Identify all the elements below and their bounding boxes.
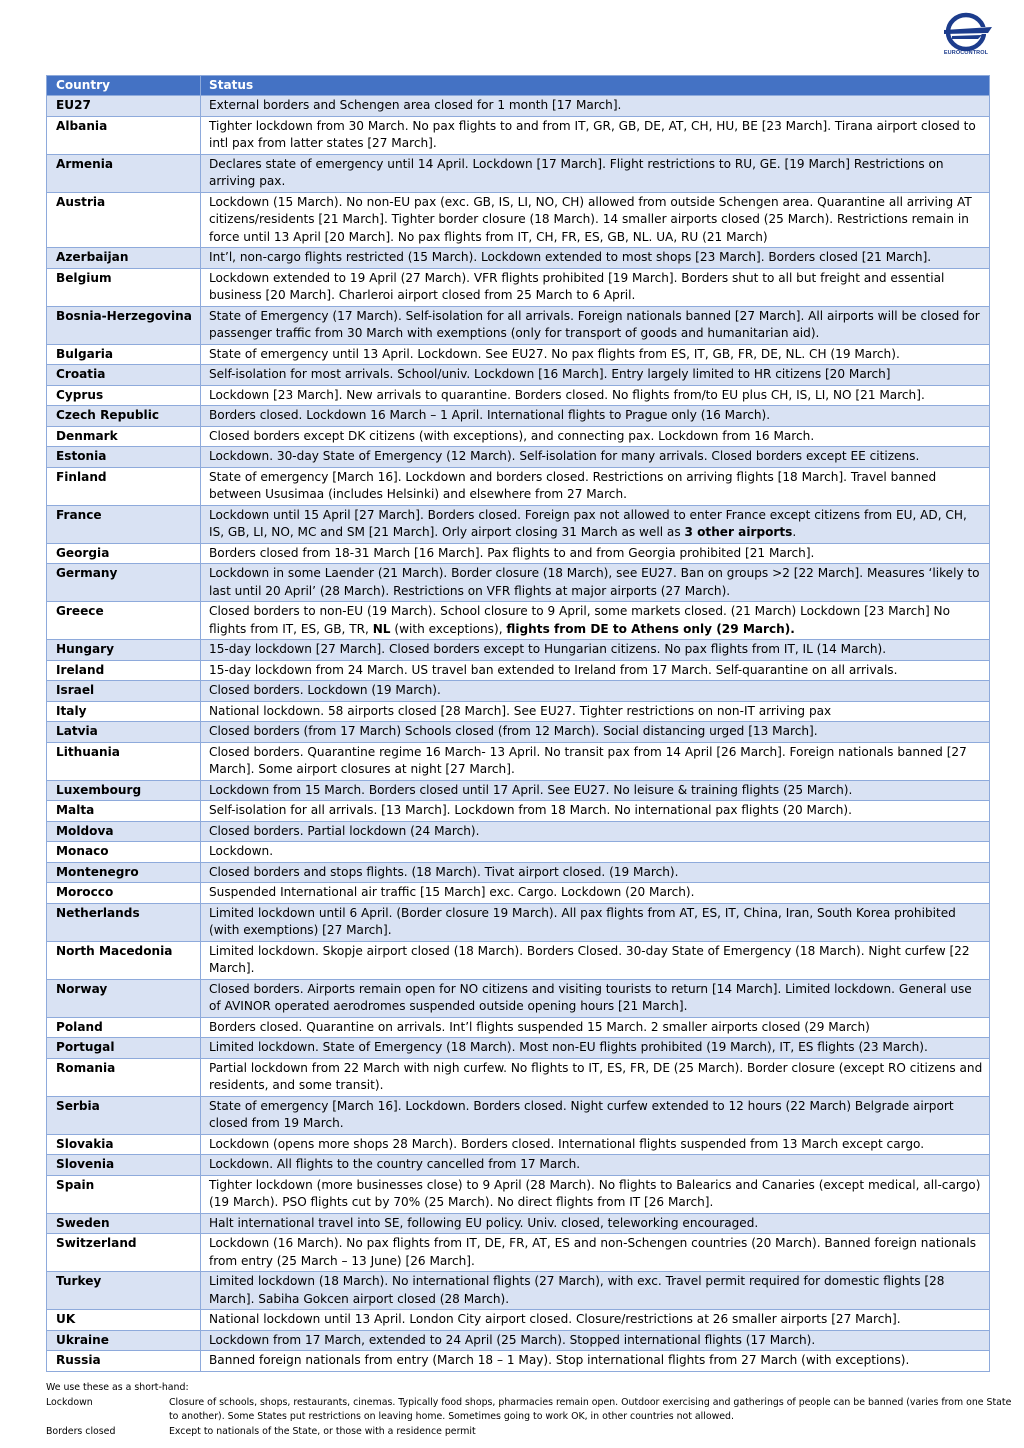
- status-cell: [201, 248, 990, 269]
- country-cell: Moldova: [47, 821, 201, 842]
- status-cell: [201, 365, 990, 386]
- country-cell: Switzerland: [47, 1234, 201, 1272]
- country-cell: Belgium: [47, 268, 201, 306]
- country-cell: Spain: [47, 1175, 201, 1213]
- table-row: [47, 116, 990, 154]
- table-row: [47, 248, 990, 269]
- country-cell: Sweden: [47, 1213, 201, 1234]
- status-cell: [201, 842, 990, 863]
- status-text: Limited lockdown. State of Emergency (18 March). Most non-EU flights prohibited (19 March), IT, ES flights (23 March).: [209, 1040, 928, 1054]
- country-cell: Luxembourg: [47, 780, 201, 801]
- status-cell: [201, 742, 990, 780]
- table-row: [47, 564, 990, 602]
- status-text: Suspended International air traffic [15 March] exc. Cargo. Lockdown (20 March).: [209, 885, 695, 899]
- footnote-row: [46, 1396, 1016, 1425]
- status-text: Partial lockdown from 22 March with nigh curfew. No flights to IT, ES, FR, DE (25 March). Border closure (except RO citizens and residents, and some transit).: [209, 1060, 983, 1092]
- status-cell: [201, 602, 990, 640]
- status-cell: [201, 1134, 990, 1155]
- country-cell: EU27: [47, 96, 201, 117]
- table-row: [47, 192, 990, 248]
- country-cell: Finland: [47, 467, 201, 505]
- status-cell: [201, 344, 990, 365]
- status-cell: [201, 660, 990, 681]
- country-cell: North Macedonia: [47, 941, 201, 979]
- country-cell: Austria: [47, 192, 201, 248]
- status-text: Lockdown.: [209, 844, 274, 858]
- status-cell: [201, 883, 990, 904]
- country-cell: Cyprus: [47, 385, 201, 406]
- table-row: [47, 1310, 990, 1331]
- status-text: Closed borders except DK citizens (with exceptions), and connecting pax. Lockdown from 16 March.: [209, 428, 815, 443]
- table-row: [47, 842, 990, 863]
- country-cell: Netherlands: [47, 903, 201, 941]
- status-cell: [201, 154, 990, 192]
- table-row: [47, 1351, 990, 1372]
- table-row: [47, 1272, 990, 1310]
- status-text: Lockdown. All flights to the country cancelled from 17 March.: [209, 1157, 581, 1171]
- table-row: [47, 505, 990, 543]
- country-cell: Ukraine: [47, 1330, 201, 1351]
- status-text: Lockdown (16 March). No pax flights from IT, DE, FR, AT, ES and non-Schengen countries (20 March). Banned foreign nationals from entry (25 March – 13 June) [26 March].: [209, 1236, 977, 1268]
- table-row: [47, 467, 990, 505]
- status-cell: [201, 1017, 990, 1038]
- status-text: Tighter lockdown (more businesses close) to 9 April (28 March). No flights to Balearics and Canaries (except medical, all-cargo) (19 March). PSO flights cut by 70% (25 March). No direct flights from IT [26 March].: [209, 1177, 981, 1209]
- country-cell: France: [47, 505, 201, 543]
- table-row: [47, 1234, 990, 1272]
- status-cell: [201, 1213, 990, 1234]
- status-cell: [201, 701, 990, 722]
- table-row: [47, 344, 990, 365]
- status-cell: [201, 903, 990, 941]
- country-cell: Slovakia: [47, 1134, 201, 1155]
- status-cell: [201, 385, 990, 406]
- status-cell: [201, 1351, 990, 1372]
- status-text: State of Emergency (17 March). Self-isolation for all arrivals. Foreign nationals banned [27 March]. All airports will be closed for passenger traffic from 30 March with exemptions (only for transport of goods and humanitarian aid).: [209, 308, 980, 340]
- status-text-bold: flights from DE to Athens only (29 March).: [506, 621, 795, 636]
- country-cell: Latvia: [47, 722, 201, 743]
- status-column-header: Status: [201, 76, 990, 96]
- footnote-row: [46, 1425, 1016, 1440]
- table-row: [47, 406, 990, 427]
- status-text: Lockdown in some Laender (21 March). Border closure (18 March), see EU27. Ban on groups >2 [22 March]. Measures ‘likely to last until 20 April’ (28 March). Restrictions on VFR flights at major airports (27 March).: [209, 566, 980, 598]
- table-row: [47, 681, 990, 702]
- status-text: Closed borders to non-EU (19 March). School closure to 9 April, some markets closed. (21 March) Lockdown [23 March] No flights from IT, ES, GB, TR,: [209, 604, 950, 636]
- country-cell: Albania: [47, 116, 201, 154]
- status-cell: [201, 1272, 990, 1310]
- status-cell: [201, 1058, 990, 1096]
- country-cell: Estonia: [47, 447, 201, 468]
- status-cell: [201, 1155, 990, 1176]
- country-column-header: Country: [47, 76, 201, 96]
- table-row: [47, 96, 990, 117]
- status-text: Closed borders. Partial lockdown (24 March).: [209, 823, 480, 838]
- status-text: Self-isolation for all arrivals. [13 March]. Lockdown from 18 March. No international pax flights (20 March).: [209, 803, 852, 817]
- status-cell: [201, 467, 990, 505]
- status-cell: [201, 306, 990, 344]
- status-cell: [201, 780, 990, 801]
- status-text: Closed borders. Quarantine regime 16 March- 13 April. No transit pax from 14 April [26 March]. Foreign nationals banned [27 March]. Some airport closures at night [27 March].: [209, 744, 967, 776]
- status-cell: [201, 1096, 990, 1134]
- status-text: Self-isolation for most arrivals. School/univ. Lockdown [16 March]. Entry largely limited to HR citizens [20 March]: [209, 367, 891, 381]
- table-row: [47, 154, 990, 192]
- table-row: [47, 268, 990, 306]
- footnotes: [46, 1381, 1016, 1439]
- status-text: Limited lockdown until 6 April. (Border closure 19 March). All pax flights from AT, ES, IT, China, Iran, South Korea prohibited (with exemptions) [27 March].: [209, 905, 956, 937]
- table-row: [47, 1330, 990, 1351]
- table-row: [47, 780, 990, 801]
- status-text-bold: NL: [372, 621, 391, 636]
- status-text: State of emergency [March 16]. Lockdown and borders closed. Restrictions on arriving flights [18 March]. Travel banned between Ususimaa (includes Helsinki) and elsewhere from 27 March.: [209, 469, 937, 501]
- status-text: Closed borders (from 17 March) Schools closed (from 12 March). Social distancing urged [13 March].: [209, 724, 818, 738]
- table-row: [47, 1038, 990, 1059]
- table-row: [47, 426, 990, 447]
- status-text: National lockdown until 13 April. London City airport closed. Closure/restrictions at 26 smaller airports [27 March].: [209, 1312, 901, 1326]
- table-row: [47, 543, 990, 564]
- table-row: [47, 1017, 990, 1038]
- footnote-intro: We use these as a short-hand:: [46, 1382, 189, 1393]
- table-row: [47, 862, 990, 883]
- country-cell: Norway: [47, 979, 201, 1017]
- status-cell: [201, 96, 990, 117]
- country-cell: Monaco: [47, 842, 201, 863]
- table-row: [47, 365, 990, 386]
- country-cell: Greece: [47, 602, 201, 640]
- country-cell: Hungary: [47, 640, 201, 661]
- status-cell: [201, 801, 990, 822]
- country-cell: Lithuania: [47, 742, 201, 780]
- status-cell: [201, 979, 990, 1017]
- table-row: [47, 1175, 990, 1213]
- status-cell: [201, 722, 990, 743]
- status-text: 15-day lockdown from 24 March. US travel ban extended to Ireland from 17 March. Self-quarantine on all arrivals.: [209, 662, 898, 677]
- country-cell: UK: [47, 1310, 201, 1331]
- status-cell: [201, 564, 990, 602]
- status-cell: [201, 640, 990, 661]
- country-cell: Georgia: [47, 543, 201, 564]
- status-text: Lockdown (opens more shops 28 March). Borders closed. International flights suspended from 13 March except cargo.: [209, 1136, 925, 1151]
- table-row: [47, 660, 990, 681]
- table-row: [47, 1058, 990, 1096]
- table-row: [47, 1155, 990, 1176]
- footnote-definition: Except to nationals of the State, or those with a residence permit: [169, 1425, 476, 1437]
- table-row: [47, 640, 990, 661]
- status-text-bold: 3 other airports: [684, 525, 793, 539]
- status-cell: [201, 941, 990, 979]
- status-cell: [201, 426, 990, 447]
- status-text: Borders closed. Quarantine on arrivals. Int’l flights suspended 15 March. 2 smaller airports closed (29 March): [209, 1019, 870, 1034]
- status-text: Closed borders. Airports remain open for NO citizens and visiting tourists to return [14 March]. Limited lockdown. General use of AVINOR operated aerodromes suspended outside opening hours [21 March].: [209, 981, 972, 1013]
- status-text: Closed borders and stops flights. (18 March). Tivat airport closed. (19 March).: [209, 864, 679, 879]
- status-text: Limited lockdown. Skopje airport closed (18 March). Borders Closed. 30-day State of Emergency (18 March). Night curfew [22 March].: [209, 943, 970, 975]
- table-row: [47, 742, 990, 780]
- status-text: Lockdown (15 March). No non-EU pax (exc. GB, IS, LI, NO, CH) allowed from outside Schengen area. Quarantine all arriving AT citizens/residents [21 March]. Tighter border closure (18 March). 14 smaller airports closed (25 March). Restrictions remain in force until 13 April [20 March]. No pax flights from IT, CH, FR, ES, GB, NL. UA, RU (21 March): [209, 194, 972, 244]
- table-row: [47, 1134, 990, 1155]
- country-cell: Romania: [47, 1058, 201, 1096]
- status-cell: [201, 862, 990, 883]
- country-cell: Ireland: [47, 660, 201, 681]
- status-cell: [201, 1310, 990, 1331]
- status-text: Lockdown [23 March]. New arrivals to quarantine. Borders closed. No flights from/to EU plus CH, IS, LI, NO [21 March].: [209, 387, 925, 402]
- country-cell: Turkey: [47, 1272, 201, 1310]
- status-text: Banned foreign nationals from entry (March 18 – 1 May). Stop international flights from 27 March (with exceptions).: [209, 1353, 910, 1367]
- country-cell: Poland: [47, 1017, 201, 1038]
- status-cell: [201, 192, 990, 248]
- status-text: Int’l, non-cargo flights restricted (15 March). Lockdown extended to most shops [23 March]. Borders closed [21 March].: [209, 250, 932, 264]
- eurocontrol-logo-icon: [938, 12, 994, 52]
- country-cell: Serbia: [47, 1096, 201, 1134]
- status-cell: [201, 543, 990, 564]
- table-row: [47, 903, 990, 941]
- table-row: [47, 722, 990, 743]
- table-row: [47, 979, 990, 1017]
- country-cell: Italy: [47, 701, 201, 722]
- country-cell: Malta: [47, 801, 201, 822]
- status-text: National lockdown. 58 airports closed [28 March]. See EU27. Tighter restrictions on non-IT arriving pax: [209, 703, 832, 718]
- status-text: .: [792, 525, 797, 539]
- footnote-term: Lockdown: [46, 1396, 93, 1408]
- status-text: 15-day lockdown [27 March]. Closed borders except to Hungarian citizens. No pax flights from IT, IL (14 March).: [209, 642, 887, 656]
- status-text: Borders closed from 18-31 March [16 March]. Pax flights to and from Georgia prohibited [21 March].: [209, 545, 815, 560]
- status-cell: [201, 505, 990, 543]
- table-row: [47, 385, 990, 406]
- footnote-definition: Closure of schools, shops, restaurants, cinemas. Typically food shops, pharmacies remain open. Outdoor exercising and gatherings of people can be banned (varies from one State to another). Some States put restrictions on leaving home. Sometimes going to work OK, in other countries not allowed.: [169, 1396, 1012, 1422]
- eurocontrol-wordmark: EUROCONTROL: [943, 50, 989, 56]
- status-text: Halt international travel into SE, following EU policy. Univ. closed, teleworking encouraged.: [209, 1215, 759, 1230]
- status-cell: [201, 1175, 990, 1213]
- status-cell: [201, 1330, 990, 1351]
- status-text: Lockdown until 15 April [27 March]. Borders closed. Foreign pax not allowed to enter France except citizens from EU, AD, CH, IS, GB, LI, NO, MC and SM [21 March]. Orly airport closing 31 March as well as: [209, 507, 967, 539]
- footnote-term: Borders closed: [46, 1425, 116, 1437]
- country-cell: Armenia: [47, 154, 201, 192]
- country-cell: Montenegro: [47, 862, 201, 883]
- status-text: Tighter lockdown from 30 March. No pax flights to and from IT, GR, GB, DE, AT, CH, HU, BE [23 March]. Tirana airport closed to intl pax from latter states [27 March].: [209, 118, 976, 150]
- country-cell: Israel: [47, 681, 201, 702]
- table-row: [47, 602, 990, 640]
- table-row: [47, 1213, 990, 1234]
- table-row: [47, 883, 990, 904]
- country-cell: Bulgaria: [47, 344, 201, 365]
- country-cell: Germany: [47, 564, 201, 602]
- status-text: External borders and Schengen area closed for 1 month [17 March].: [209, 98, 622, 112]
- status-text: State of emergency until 13 April. Lockdown. See EU27. No pax flights from ES, IT, GB, FR, DE, NL. CH (19 March).: [209, 346, 900, 361]
- status-cell: [201, 447, 990, 468]
- status-cell: [201, 116, 990, 154]
- status-text: Lockdown extended to 19 April (27 March). VFR flights prohibited [19 March]. Borders shut to all but freight and essential business [20 March]. Charleroi airport closed from 25 March to 6 April.: [209, 270, 945, 302]
- country-cell: Russia: [47, 1351, 201, 1372]
- status-cell: [201, 1234, 990, 1272]
- status-cell: [201, 821, 990, 842]
- country-cell: Czech Republic: [47, 406, 201, 427]
- status-text: Lockdown. 30-day State of Emergency (12 March). Self-isolation for many arrivals. Closed borders except EE citizens.: [209, 449, 920, 463]
- status-cell: [201, 681, 990, 702]
- eurocontrol-logo: [938, 12, 994, 60]
- status-text: Lockdown from 17 March, extended to 24 April (25 March). Stopped international flights (17 March).: [209, 1332, 816, 1347]
- table-row: [47, 306, 990, 344]
- status-cell: [201, 268, 990, 306]
- status-text: Lockdown from 15 March. Borders closed until 17 April. See EU27. No leisure & training flights (25 March).: [209, 782, 853, 797]
- country-cell: Denmark: [47, 426, 201, 447]
- country-cell: Bosnia-Herzegovina: [47, 306, 201, 344]
- table-row: [47, 701, 990, 722]
- status-text: Closed borders. Lockdown (19 March).: [209, 683, 441, 697]
- country-cell: Azerbaijan: [47, 248, 201, 269]
- table-row: [47, 941, 990, 979]
- status-text: Borders closed. Lockdown 16 March – 1 April. International flights to Prague only (16 March).: [209, 408, 771, 422]
- country-cell: Slovenia: [47, 1155, 201, 1176]
- table-header-row: [47, 76, 990, 96]
- country-cell: Morocco: [47, 883, 201, 904]
- status-text: State of emergency [March 16]. Lockdown. Borders closed. Night curfew extended to 12 hours (22 March) Belgrade airport closed from 19 March.: [209, 1098, 954, 1130]
- country-cell: Croatia: [47, 365, 201, 386]
- table-body: [47, 96, 990, 1372]
- table-row: [47, 447, 990, 468]
- country-status-table: [46, 75, 990, 1372]
- table-row: [47, 1096, 990, 1134]
- country-cell: Portugal: [47, 1038, 201, 1059]
- status-text: Limited lockdown (18 March). No international flights (27 March), with exc. Travel permit required for domestic flights [28 March]. Sabiha Gokcen airport closed (28 March).: [209, 1274, 945, 1306]
- status-cell: [201, 406, 990, 427]
- status-text: (with exceptions),: [390, 621, 507, 636]
- table-row: [47, 801, 990, 822]
- status-cell: [201, 1038, 990, 1059]
- status-text: Declares state of emergency until 14 April. Lockdown [17 March]. Flight restrictions to RU, GE. [19 March] Restrictions on arriving pax.: [209, 156, 944, 188]
- table-row: [47, 821, 990, 842]
